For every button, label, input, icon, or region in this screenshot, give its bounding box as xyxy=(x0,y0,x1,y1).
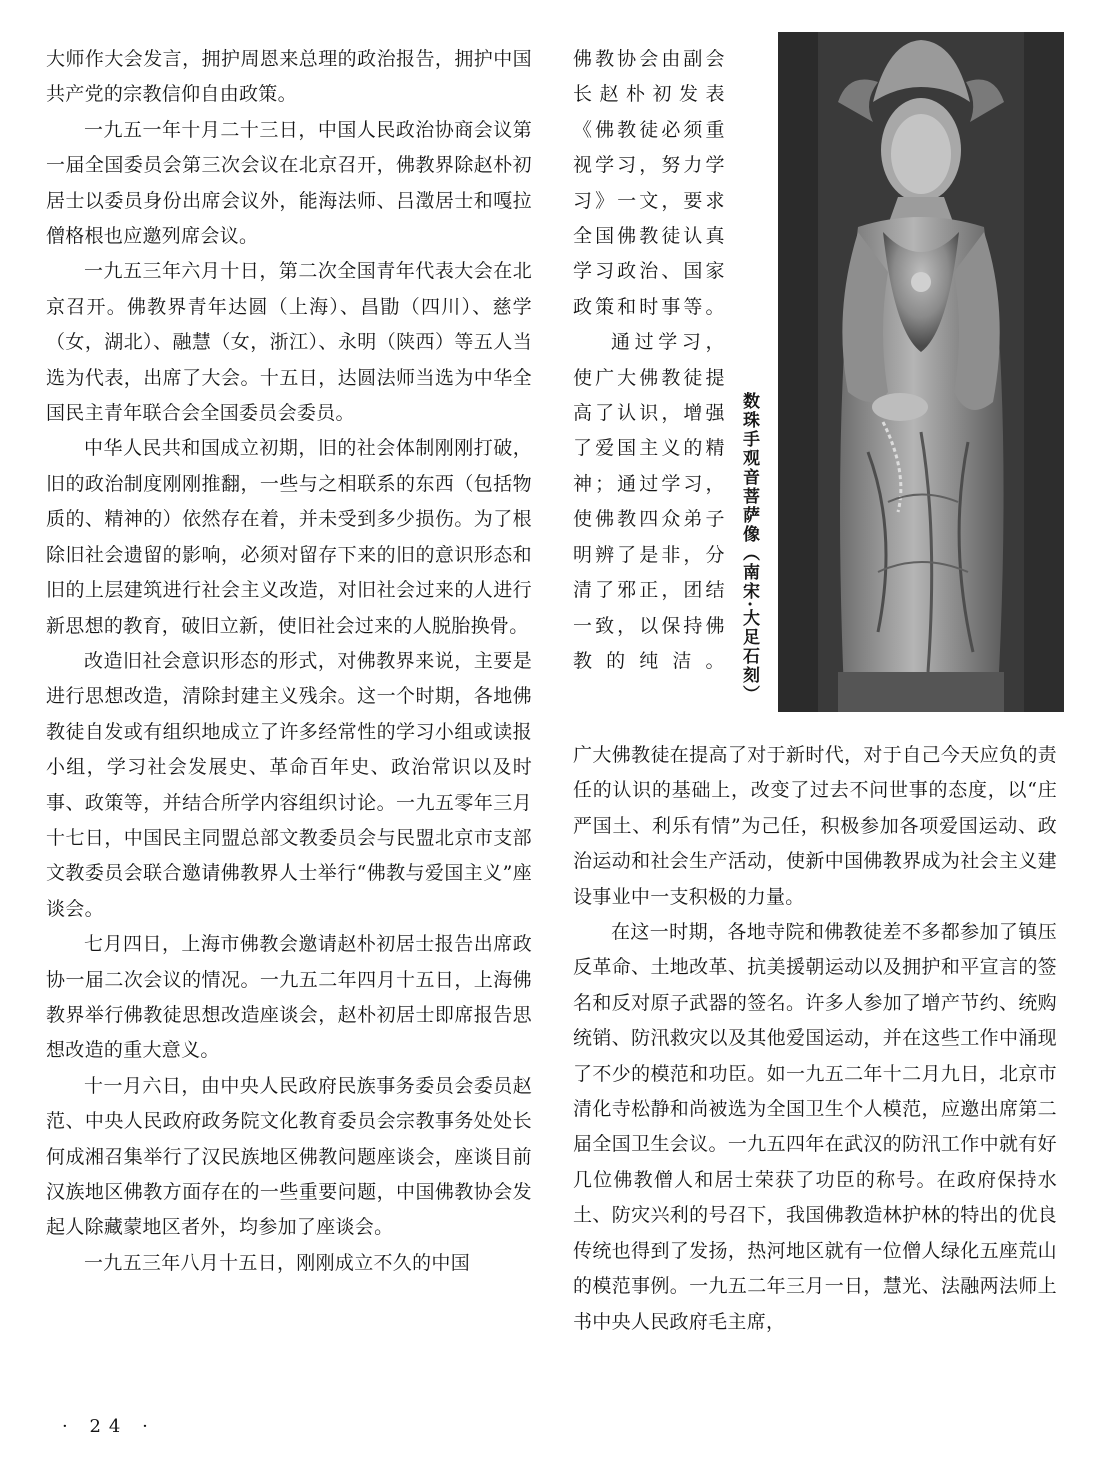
middle-column xyxy=(573,42,725,679)
paragraph: 改造旧社会意识形态的形式，对佛教界来说，主要是进行思想改造，清除封建主义残余。这一个时期，各地佛教徒自发或有组织地成立了许多经常性的学习小组或读报小组，学习社会发展史、革命百年史、政治常识以及时事、政策等，并结合所学内容组织讨论。一九五零年三月十七日，中国民主同盟总部文教委员会与民盟北京市支部文教委员会联合邀请佛教界人士举行“佛教与爱国主义”座谈会。 xyxy=(46,649,532,920)
paragraph: 佛教协会由副会长赵朴初发表《佛教徒必须重视学习，努力学习》一文，要求全国佛教徒认真学习政治、国家政策和时事等。 xyxy=(573,48,725,318)
right-column xyxy=(573,738,1057,1340)
paragraph: 一九五三年八月十五日，刚刚成立不久的中国 xyxy=(84,1251,471,1274)
left-column xyxy=(46,42,532,1281)
paragraph: 在这一时期，各地寺院和佛教徒差不多都参加了镇压反革命、土地改革、抗美援朝运动以及拥护和平宣言的签名和反对原子武器的签名。许多人参加了增产节约、统购统销、防汛救灾以及其他爱国运动，并在这些工作中涌现了不少的模范和功臣。如一九五二年十二月九日，北京市清化寺松静和尚被选为全国卫生个人模范，应邀出席第二届全国卫生会议。一九五四年在武汉的防汛工作中就有好几位佛教僧人和居士荣获了功臣的称号。在政府保持水土、防灾兴利的号召下，我国佛教造林护林的特出的优良传统也得到了发扬，热河地区就有一位僧人绿化五座荒山的模范事例。一九五二年三月一日，慧光、法融两法师上书中央人民政府毛主席， xyxy=(573,921,1057,1333)
bodhisattva-statue-photo xyxy=(778,32,1064,712)
paragraph: 一九五三年六月十日，第二次全国青年代表大会在北京召开。佛教界青年达圆（上海）、昌勖（四川）、慈学（女，湖北）、融慧（女，浙江）、永明（陕西）等五人当选为代表，出席了大会。十五日，达圆法师当选为中华全国民主青年联合会全国委员会委员。 xyxy=(46,260,532,425)
paragraph: 十一月六日，由中央人民政府民族事务委员会委员赵范、中央人民政府政务院文化教育委员会宗教事务处处长何成湘召集举行了汉民族地区佛教问题座谈会，座谈目前汉族地区佛教方面存在的一些重要问题，中国佛教协会发起人除藏蒙地区者外，均参加了座谈会。 xyxy=(46,1074,532,1239)
paragraph: 广大佛教徒在提高了对于新时代，对于自己今天应负的责任的认识的基础上，改变了过去不问世事的态度，以“庄严国土、利乐有情”为己任，积极参加各项爱国运动、政治运动和社会生产活动，使新中国佛教界成为社会主义建设事业中一支积极的力量。 xyxy=(573,744,1057,908)
statue-illustration xyxy=(778,32,1064,712)
paragraph: 一九五一年十月二十三日，中国人民政治协商会议第一届全国委员会第三次会议在北京召开，佛教界除赵朴初居士以委员身份出席会议外，能海法师、吕澂居士和嘎拉僧格根也应邀列席会议。 xyxy=(46,118,532,248)
figure-caption: 数珠手观音菩萨像（南宋·大足石刻） xyxy=(739,392,759,704)
paragraph: 通过学习，使广大佛教徒提高了认识，增强了爱国主义的精神；通过学习，使佛教四众弟子明辨了是非，分清了邪正，团结一致，以保持佛教的纯洁。 xyxy=(573,331,725,672)
paragraph: 大师作大会发言，拥护周恩来总理的政治报告，拥护中国共产党的宗教信仰自由政策。 xyxy=(46,48,532,106)
paragraph: 中华人民共和国成立初期，旧的社会体制刚刚打破，旧的政治制度刚刚推翻，一些与之相联系的东西（包括物质的、精神的）依然存在着，并未受到多少损伤。为了根除旧社会遗留的影响，必须对留存下来的旧的意识形态和旧的上层建筑进行社会主义改造，对旧社会过来的人进行新思想的教育，破旧立新，使旧社会过来的人脱胎换骨。 xyxy=(46,437,532,637)
paragraph: 七月四日，上海市佛教会邀请赵朴初居士报告出席政协一届二次会议的情况。一九五二年四月十五日，上海佛教界举行佛教徒思想改造座谈会，赵朴初居士即席报告思想改造的重大意义。 xyxy=(46,933,532,1062)
page-number: · 24 · xyxy=(62,1416,156,1437)
